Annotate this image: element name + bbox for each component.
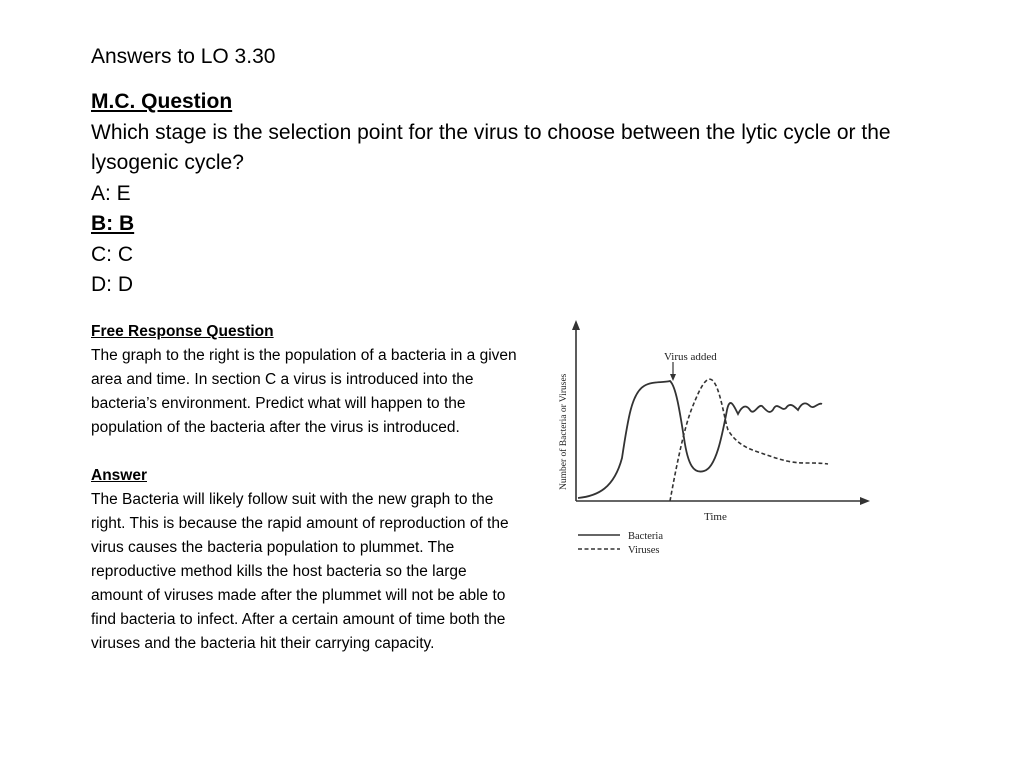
mc-heading: M.C. Question	[91, 90, 233, 113]
fr-spacer	[91, 440, 521, 464]
fr-body: The graph to the right is the population of a bacteria in a given area and time. In section C a virus is introduced into the bacteria’s environment. Predict what will happen to the population of the bacteria after the virus is introduced.	[91, 347, 517, 436]
slide-title: Answers to LO 3.30	[91, 45, 276, 68]
virus-added-arrow-head	[670, 374, 676, 381]
mc-question-block	[91, 87, 981, 301]
mc-question-text: Which stage is the selection point for the virus to choose between the lytic cycle or the lysogenic cycle?	[91, 120, 891, 174]
legend-virus-label: Viruses	[628, 545, 660, 556]
annotation-virus-added: Virus added	[664, 351, 717, 363]
mc-option-b-correct: B: B	[91, 212, 135, 235]
y-axis-arrow	[572, 320, 580, 330]
population-graph	[552, 318, 882, 563]
bacteria-curve	[578, 381, 822, 498]
virus-curve	[670, 379, 828, 501]
y-axis-label: Number of Bacteria or Viruses	[559, 373, 569, 490]
answer-body: The Bacteria will likely follow suit with the new graph to the right. This is because the rapid amount of reproduction of the virus causes the bacteria population to plummet. The reproductive method kills the host bacteria so the large amount of viruses made after the plummet will not be able to find bacteria to infect. After a certain amount of time both the viruses and the bacteria hit their carrying capacity.	[91, 491, 509, 652]
mc-option-d: D: D	[91, 273, 133, 296]
legend-bacteria-label: Bacteria	[628, 531, 663, 542]
answer-heading: Answer	[91, 467, 147, 484]
x-axis-label: Time	[704, 511, 727, 523]
x-axis-arrow	[860, 497, 870, 505]
mc-option-a: A: E	[91, 181, 131, 205]
fr-heading: Free Response Question	[91, 323, 274, 340]
free-response-block	[91, 320, 521, 656]
mc-option-c: C: C	[91, 242, 133, 266]
